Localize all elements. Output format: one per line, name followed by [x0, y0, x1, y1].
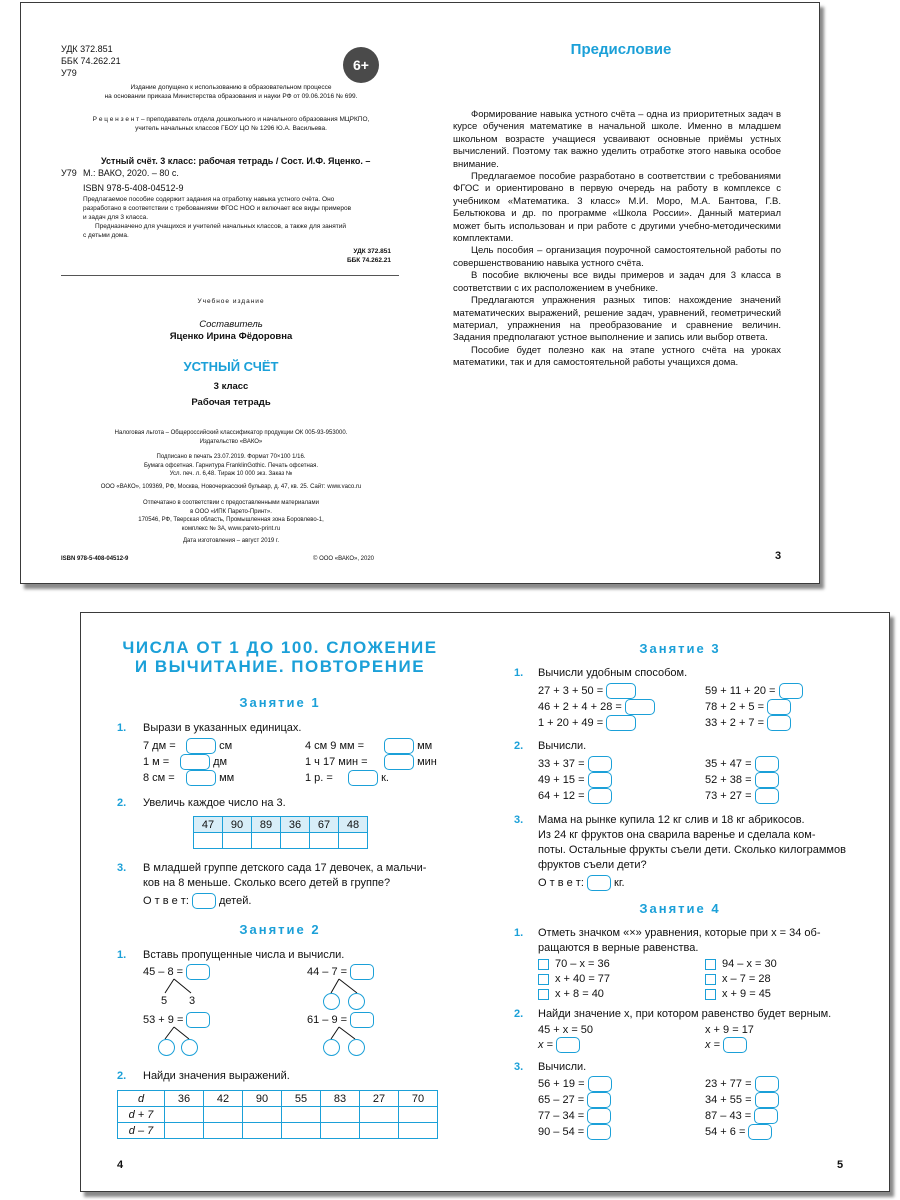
page-number: 4 [117, 1159, 124, 1171]
udk-code: УДК 372.851 [61, 44, 113, 54]
x-answer: x = [538, 1037, 580, 1053]
task-text: Найди значение x, при котором равенство будет верным. [538, 1008, 832, 1020]
expression-row: 59 + 11 + 20 = [705, 683, 803, 699]
printer-info: Отпечатано в соответствии с предоставленными материалами в ООО «ИПК Парето-Принт». 170546, РФ, Тверская область, Промышленная зона Боровлево-1, комплекс № 3А, www.pareto-print.ru [138, 500, 324, 532]
table-header-cell: 70 [399, 1091, 438, 1107]
book-type: Рабочая тетрадь [191, 397, 271, 408]
expression-row: 87 – 43 = [705, 1108, 778, 1124]
split-part: 5 [161, 995, 168, 1007]
table-header-cell: 83 [321, 1091, 360, 1107]
answer-box[interactable] [588, 756, 612, 772]
answer-box[interactable] [588, 1076, 612, 1092]
expression-row: 90 – 54 = [538, 1124, 611, 1140]
answer-line: О т в е т: кг. [538, 875, 625, 891]
expression-row: 23 + 77 = [705, 1076, 779, 1092]
grade: 3 класс [213, 381, 249, 392]
expression-row: 65 – 27 = [538, 1092, 611, 1108]
expression-row: 1 + 20 + 49 = [538, 715, 636, 731]
task-text: Вычисли. [538, 740, 587, 752]
answer-box[interactable] [755, 756, 779, 772]
answer-box[interactable] [606, 683, 636, 699]
table-header-cell: 36 [165, 1091, 204, 1107]
spread-workbook-pages [80, 612, 890, 1192]
expression-table [117, 1090, 438, 1139]
answer-cell[interactable] [321, 1107, 360, 1123]
answer-box[interactable] [192, 893, 216, 909]
divider [61, 275, 399, 276]
equation: x + 9 = 17 [705, 1024, 754, 1036]
answer-box[interactable] [384, 738, 414, 754]
split-circle[interactable] [323, 1039, 340, 1056]
checkbox[interactable] [538, 989, 549, 1000]
made-date: Дата изготовления – август 2019 г. [182, 538, 279, 544]
answer-box[interactable] [186, 738, 216, 754]
preface-body [453, 109, 781, 370]
reviewer-text: Р е ц е н з е н т – преподаватель отдела дошкольного и начального образования МЦРКПО, учитель начальных классов ГБОУ ЦО № 1296 Ю.А. Васильева. [92, 116, 370, 132]
split-circle[interactable] [348, 1039, 365, 1056]
approval-text: Издание допущено к использованию в образовательном процессе на основании приказа Министерства образования и науки РФ от 09.06.2016 № 699. [104, 84, 358, 100]
answer-line: О т в е т: детей. [143, 893, 251, 909]
annotation: Предлагаемое пособие содержит задания на отработку навыка устного счёта. Оно разработано в соответствии с требованиями ФГОС НОО и включает все виды примеров и задач для 3 класса. Предназначено для учащихся и учителей начальных классов, а также для занятий с детьми дома. [83, 196, 352, 239]
answer-box[interactable] [587, 875, 611, 891]
equation-choice: 94 – x = 30 [705, 957, 777, 972]
table-cell: 90 [223, 817, 252, 833]
table-header-cell: 90 [243, 1091, 282, 1107]
convert-row: 1 р. = к. [305, 770, 389, 786]
task-text: В младшей группе детского сада 17 девочек, а мальчи- [143, 862, 427, 874]
table-cell: 89 [252, 817, 281, 833]
answer-box[interactable] [556, 1037, 580, 1053]
expression-row: 35 + 47 = [705, 756, 779, 772]
answer-cell[interactable] [165, 1123, 204, 1139]
convert-row: 8 см = мм [143, 770, 234, 786]
author-code: У79 [61, 68, 77, 78]
answer-box[interactable] [748, 1124, 772, 1140]
page-number: 3 [775, 550, 782, 562]
answer-box[interactable] [755, 1092, 779, 1108]
expression-row: 73 + 27 = [705, 788, 779, 804]
task-text: Вычисли удобным способом. [538, 667, 688, 679]
equation: 45 + x = 50 [538, 1024, 594, 1036]
task-text: поты. Остальные фрукты съели дети. Сколько килограммов [538, 844, 846, 856]
task-text: ков на 8 меньше. Сколько всего детей в группе? [143, 877, 391, 889]
answer-cell[interactable] [204, 1107, 243, 1123]
convert-row: 1 ч 17 мин = мин [305, 754, 437, 770]
split-circle[interactable] [181, 1039, 198, 1056]
split-circle[interactable] [158, 1039, 175, 1056]
answer-cell[interactable] [399, 1107, 438, 1123]
task-number: 3. [514, 1061, 524, 1073]
split-circle[interactable] [348, 993, 365, 1010]
expression-row: 27 + 3 + 50 = [538, 683, 636, 699]
convert-row: 7 дм = см [143, 738, 232, 754]
answer-cell[interactable] [321, 1123, 360, 1139]
x-answer: x = [705, 1037, 747, 1053]
answer-cell[interactable] [310, 833, 339, 849]
footer-isbn: ISBN 978-5-408-04512-9 [61, 556, 129, 562]
answer-box[interactable] [767, 699, 791, 715]
biblio-line-2: М.: ВАКО, 2020. – 80 с. [83, 168, 179, 178]
udk-right: УДК 372.851 ББК 74.262.21 [346, 248, 391, 264]
answer-cell[interactable] [194, 833, 223, 849]
answer-box[interactable] [587, 1108, 611, 1124]
table-header-cell: 55 [282, 1091, 321, 1107]
biblio-line-1: Устный счёт. 3 класс: рабочая тетрадь / Сост. И.Ф. Яценко. – [101, 156, 371, 166]
answer-cell[interactable] [243, 1123, 282, 1139]
expression-row: 33 + 37 = [538, 756, 612, 772]
preface-paragraph: Предлагаемое пособие разработано в соответствии с требованиями ФГОС и ориентировано в первую очередь на работу в комплексе с учебником «Математика. 3 класс» М.И. Моро, М.А. Бантова, Г.В. Бельтюкова и др. по программе «Школа России». Данный материал может быть использован и при работе с другими учебно-методическими комплектами. [453, 171, 781, 245]
answer-box[interactable] [348, 770, 378, 786]
convert-row: 1 м = дм [143, 754, 227, 770]
page-number: 5 [837, 1159, 844, 1171]
answer-box[interactable] [186, 770, 216, 786]
expression-row: 54 + 6 = [705, 1124, 772, 1140]
answer-cell[interactable] [281, 833, 310, 849]
equation-choice: x + 8 = 40 [538, 987, 604, 1002]
checkbox[interactable] [705, 974, 716, 985]
split-circle[interactable] [323, 993, 340, 1010]
table-row-label: d – 7 [118, 1123, 165, 1139]
equation-choice: x – 7 = 28 [705, 972, 771, 987]
answer-box[interactable] [723, 1037, 747, 1053]
task-number: 2. [514, 740, 524, 752]
bbk-code: ББК 74.262.21 [61, 56, 121, 66]
publisher-address: ООО «ВАКО», 109369, РФ, Москва, Новочеркасский бульвар, д. 47, кв. 25. Сайт: www.vaco.ru [100, 484, 362, 490]
tax-info: Налоговая льгота – Общероссийский классификатор продукции ОК 005-93-953000. Издательство «ВАКО» [114, 430, 348, 445]
preface-paragraph: Предлагаются упражнения разных типов: нахождение значений математических выражений, решение задач, уравнений, геометрический материал, упражнения на преобразование и сравнение величин. Задания предполагают устное выполнение и запись или выбор ответа. [453, 295, 781, 344]
split-part: 3 [189, 995, 196, 1007]
answer-box[interactable] [755, 788, 779, 804]
book-title: УСТНЫЙ СЧЁТ [183, 359, 279, 374]
table-cell: 48 [339, 817, 368, 833]
answer-cell[interactable] [165, 1107, 204, 1123]
table-cell: 36 [281, 817, 310, 833]
split-lines [81, 613, 82, 614]
split-expression: 53 + 9 = [143, 1012, 210, 1028]
answer-box[interactable] [625, 699, 655, 715]
answer-box[interactable] [588, 772, 612, 788]
equation-choice: x + 40 = 77 [538, 972, 610, 987]
age-rating-badge: 6+ [343, 47, 379, 83]
expression-row: 56 + 19 = [538, 1076, 612, 1092]
expression-row: 77 – 34 = [538, 1108, 611, 1124]
answer-box[interactable] [587, 1124, 611, 1140]
checkbox[interactable] [705, 989, 716, 1000]
task-number: 1. [514, 927, 524, 939]
expression-row: 49 + 15 = [538, 772, 612, 788]
answer-cell[interactable] [360, 1123, 399, 1139]
lesson-2-heading: Занятие 2 [239, 922, 321, 937]
split-expression: 45 – 8 = [143, 964, 210, 980]
spread-copyright-preface [20, 2, 820, 584]
table-cell: 67 [310, 817, 339, 833]
task-text: Мама на рынке купила 12 кг слив и 18 кг абрикосов. [538, 814, 805, 826]
preface-paragraph: Цель пособия – организация поурочной самостоятельной работы по совершенствованию навыка устного счёта. [453, 245, 781, 269]
task-text: Вырази в указанных единицах. [143, 722, 302, 734]
task-text: Найди значения выражений. [143, 1070, 290, 1082]
answer-cell[interactable] [223, 833, 252, 849]
answer-box[interactable] [755, 1076, 779, 1092]
answer-cell[interactable] [204, 1123, 243, 1139]
answer-box[interactable] [384, 754, 414, 770]
compiler-name: Яценко Ирина Фёдоровна [169, 331, 293, 342]
edition-type: Учебное издание [197, 298, 265, 305]
task-text: ращаются в верные равенства. [538, 942, 699, 954]
task-text: Из 24 кг фруктов она сварила варенье и сделала ком- [538, 829, 816, 841]
task-text: фруктов съели дети? [538, 859, 647, 871]
footer-copyright: © ООО «ВАКО», 2020 [313, 556, 375, 562]
bibliographic-record: Устный счёт. 3 класс: рабочая тетрадь / Сост. И.Ф. Яценко. – У79 М.: ВАКО, 2020. – 80 с. ISBN 978-5-408-04512-9 [83, 155, 393, 194]
increase-table [193, 816, 368, 849]
preface-paragraph: Формирование навыка устного счёта – одна из приоритетных задач в курсе обучения математике в начальной школе. Именно в младшем школьном возрасте учащиеся усваивают основные приёмы устных вычислений. Поэтому так важно уделить отработке этого навыка особое внимание. [453, 109, 781, 170]
split-expression: 61 – 9 = [307, 1012, 374, 1028]
answer-box[interactable] [587, 1092, 611, 1108]
lesson-4-heading: Занятие 4 [639, 901, 721, 916]
print-info: Подписано в печать 23.07.2019. Формат 70×100 1/16. Бумага офсетная. Гарнитура FranklinGothic. Печать офсетная. Усл. печ. л. 6,48. Тираж 10 000 экз. Заказ № [143, 454, 319, 477]
answer-cell[interactable] [282, 1107, 321, 1123]
equation-choice: 70 – x = 36 [538, 957, 610, 972]
answer-cell[interactable] [399, 1123, 438, 1139]
equation-choice: x + 9 = 45 [705, 987, 771, 1002]
task-number: 2. [117, 797, 127, 809]
table-row-label: d + 7 [118, 1107, 165, 1123]
task-number: 1. [117, 949, 127, 961]
expression-row: 34 + 55 = [705, 1092, 779, 1108]
expression-row: 52 + 38 = [705, 772, 779, 788]
task-number: 3. [117, 862, 127, 874]
answer-cell[interactable] [252, 833, 281, 849]
answer-cell[interactable] [360, 1107, 399, 1123]
lesson-1-heading: Занятие 1 [239, 695, 321, 710]
preface-paragraph: В пособие включены все виды примеров и задач для 3 класса в соответствии с их расположением в учебнике. [453, 270, 781, 294]
answer-cell[interactable] [339, 833, 368, 849]
answer-box[interactable] [779, 683, 803, 699]
task-number: 3. [514, 814, 524, 826]
checkbox[interactable] [705, 959, 716, 970]
answer-box[interactable] [350, 964, 374, 980]
expression-row: 33 + 2 + 7 = [705, 715, 791, 731]
task-text: Вставь пропущенные числа и вычисли. [143, 949, 345, 961]
isbn-line: ISBN 978-5-408-04512-9 [83, 183, 184, 193]
lesson-3-heading: Занятие 3 [639, 641, 721, 656]
answer-box[interactable] [588, 788, 612, 804]
preface-title: Предисловие [570, 41, 672, 58]
answer-box[interactable] [606, 715, 636, 731]
task-text: Отметь значком «×» уравнения, которые при x = 34 об- [538, 927, 821, 939]
answer-box[interactable] [350, 1012, 374, 1028]
expression-row: 78 + 2 + 5 = [705, 699, 791, 715]
task-text: Вычисли. [538, 1061, 587, 1073]
answer-cell[interactable] [243, 1107, 282, 1123]
task-number: 2. [117, 1070, 127, 1082]
answer-box[interactable] [180, 754, 210, 770]
expression-row: 64 + 12 = [538, 788, 612, 804]
answer-box[interactable] [767, 715, 791, 731]
task-number: 1. [117, 722, 127, 734]
checkbox[interactable] [538, 959, 549, 970]
answer-box[interactable] [186, 1012, 210, 1028]
answer-box[interactable] [186, 964, 210, 980]
task-text: Увеличь каждое число на 3. [143, 797, 286, 809]
answer-box[interactable] [755, 772, 779, 788]
preface-paragraph: Пособие будет полезно как на этапе устного счёта на уроках математики, так и для самостоятельной работы учащихся дома. [453, 344, 781, 369]
convert-row: 4 см 9 мм = мм [305, 738, 432, 754]
checkbox[interactable] [538, 974, 549, 985]
answer-cell[interactable] [282, 1123, 321, 1139]
split-expression: 44 – 7 = [307, 964, 374, 980]
table-header-cell: 42 [204, 1091, 243, 1107]
table-header-cell: 27 [360, 1091, 399, 1107]
answer-box[interactable] [754, 1108, 778, 1124]
task-number: 1. [514, 667, 524, 679]
chapter-title: ЧИСЛА ОТ 1 ДО 100. СЛОЖЕНИЕ И ВЫЧИТАНИЕ. ПОВТОРЕНИЕ [122, 638, 438, 676]
expression-row: 46 + 2 + 4 + 28 = [538, 699, 655, 715]
compiler-label: Составитель [199, 319, 263, 330]
table-header-cell: d [118, 1091, 165, 1107]
task-number: 2. [514, 1008, 524, 1020]
table-cell: 47 [194, 817, 223, 833]
